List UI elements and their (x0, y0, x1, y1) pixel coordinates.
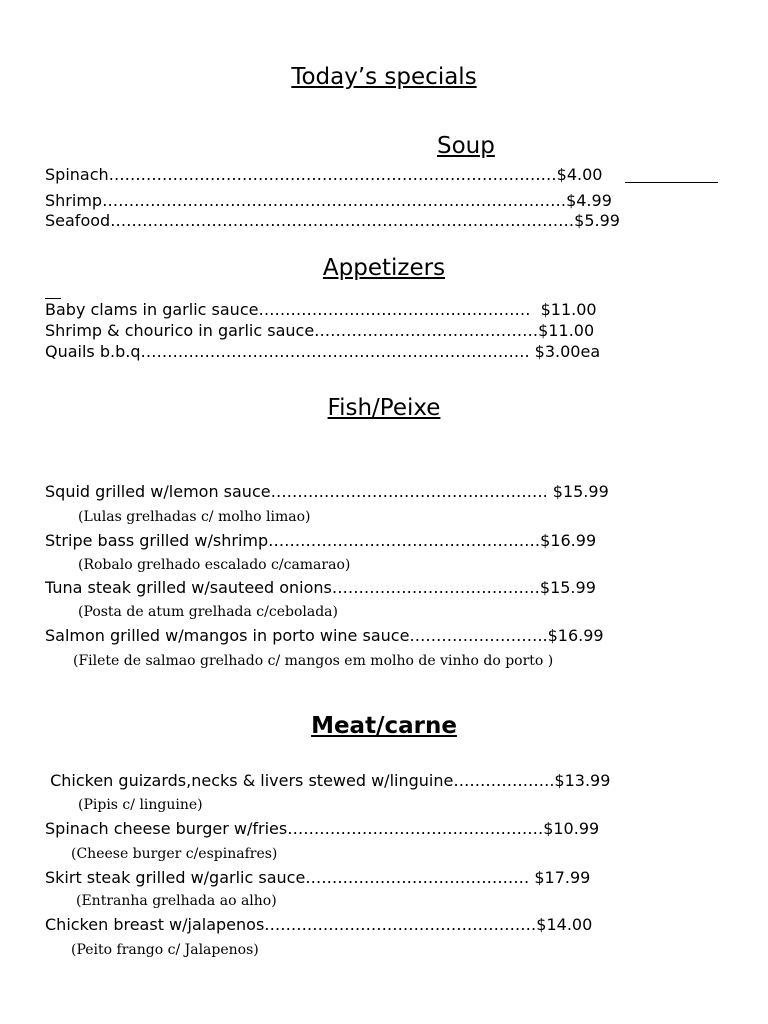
fish-item-salmon: Salmon grilled w/mangos in porto wine sauce……………………..$16.99 (45, 626, 604, 645)
fish-item-tuna-translation: (Posta de atum grelhada c/cebolada) (78, 604, 338, 620)
meat-item-skirt-steak-translation: (Entranha grelhada ao alho) (76, 893, 277, 909)
appetizer-item-chourico: Shrimp & chourico in garlic sauce……………………………………$11.00 (45, 321, 595, 340)
fish-item-tuna: Tuna steak grilled w/sauteed onions…………………………………$15.99 (45, 578, 596, 597)
appetizers-heading: Appetizers (322, 255, 446, 281)
meat-item-cheese-burger-translation: (Cheese burger c/espinafres) (71, 846, 278, 862)
meat-item-chicken-breast-translation: (Peito frango c/ Jalapenos) (71, 942, 259, 958)
meat-item-chicken-guizards: Chicken guizards,necks & livers stewed w/linguine……………….$13.99 (45, 771, 611, 790)
soup-heading: Soup (437, 133, 495, 159)
meat-item-cheese-burger: Spinach cheese burger w/fries…………………………………………$10.99 (45, 819, 600, 838)
soup-item-shrimp: Shrimp……………………………………………………………………………$4.99 (45, 191, 612, 210)
meat-item-chicken-guizards-translation: (Pipis c/ linguine) (78, 797, 203, 813)
meat-heading: Meat/carne (311, 713, 457, 739)
meat-item-skirt-steak: Skirt steak grilled w/garlic sauce…………………………………… $17.99 (45, 868, 591, 887)
meat-item-chicken-breast: Chicken breast w/jalapenos……………………………………………$14.00 (45, 915, 593, 934)
soup-item-seafood: Seafood……………………………………………………………………………$5.99 (45, 211, 620, 230)
fish-item-squid-translation: (Lulas grelhadas c/ molho limao) (78, 509, 311, 525)
appetizer-item-clams: Baby clams in garlic sauce…………………………………………… $11.00 (45, 300, 597, 319)
fish-item-squid: Squid grilled w/lemon sauce……………………………………………. $15.99 (45, 482, 609, 501)
fish-item-bass-translation: (Robalo grelhado escalado c/camarao) (78, 557, 351, 573)
appetizer-item-quails: Quails b.b.q………………………………………………………………. $3.00ea (45, 342, 601, 361)
underline-rule (45, 298, 61, 299)
fish-item-bass: Stripe bass grilled w/shrimp……………………………………………$16.99 (45, 531, 597, 550)
fish-item-salmon-translation: (Filete de salmao grelhado c/ mangos em molho de vinho do porto ) (73, 653, 554, 669)
underline-rule (625, 182, 718, 183)
page-title: Today’s specials (291, 64, 477, 90)
fish-heading: Fish/Peixe (327, 395, 441, 421)
soup-item-spinach: Spinach…………………………………………………………………………$4.00 (45, 165, 603, 184)
